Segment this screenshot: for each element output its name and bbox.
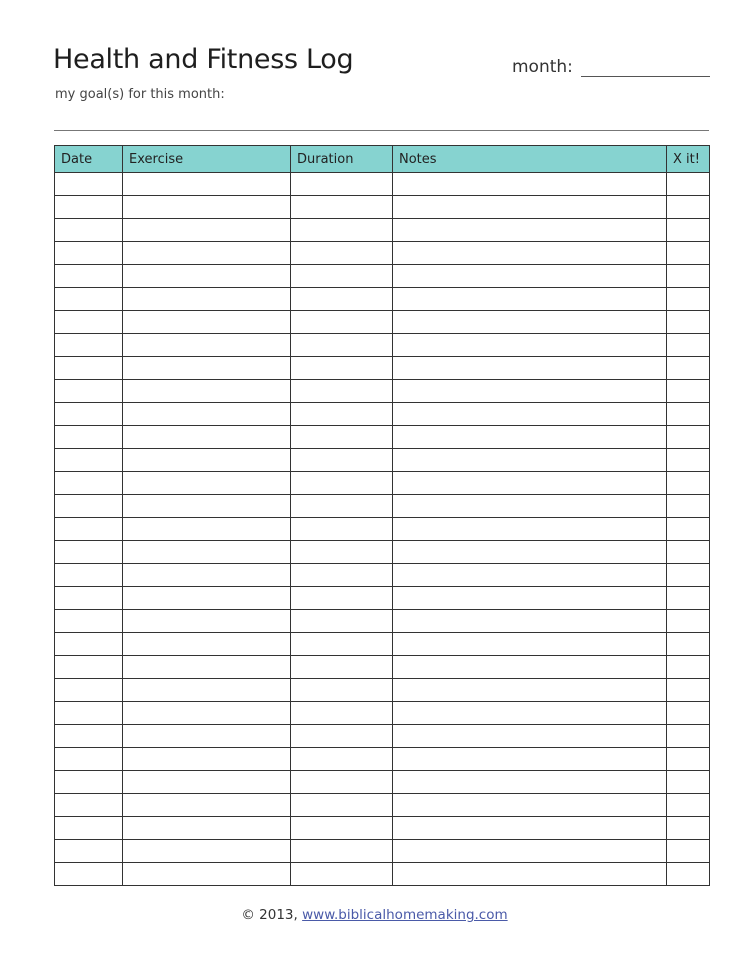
cell-date[interactable] bbox=[55, 679, 123, 702]
table-row bbox=[55, 794, 710, 817]
cell-duration[interactable] bbox=[291, 863, 393, 886]
cell-x-it[interactable] bbox=[667, 380, 710, 403]
cell-x-it[interactable] bbox=[667, 219, 710, 242]
cell-x-it[interactable] bbox=[667, 196, 710, 219]
cell-date[interactable] bbox=[55, 656, 123, 679]
cell-duration[interactable] bbox=[291, 357, 393, 380]
cell-duration[interactable] bbox=[291, 173, 393, 196]
cell-duration[interactable] bbox=[291, 794, 393, 817]
cell-exercise[interactable] bbox=[123, 219, 291, 242]
cell-notes[interactable] bbox=[393, 472, 667, 495]
cell-notes[interactable] bbox=[393, 518, 667, 541]
table-row bbox=[55, 587, 710, 610]
cell-x-it[interactable] bbox=[667, 495, 710, 518]
cell-x-it[interactable] bbox=[667, 541, 710, 564]
cell-exercise[interactable] bbox=[123, 748, 291, 771]
table-row bbox=[55, 380, 710, 403]
cell-date[interactable] bbox=[55, 610, 123, 633]
cell-exercise[interactable] bbox=[123, 656, 291, 679]
cell-exercise[interactable] bbox=[123, 541, 291, 564]
cell-duration[interactable] bbox=[291, 702, 393, 725]
cell-date[interactable] bbox=[55, 472, 123, 495]
table-row bbox=[55, 679, 710, 702]
cell-notes[interactable] bbox=[393, 840, 667, 863]
cell-exercise[interactable] bbox=[123, 311, 291, 334]
cell-exercise[interactable] bbox=[123, 334, 291, 357]
column-header-notes: Notes bbox=[393, 146, 667, 173]
cell-duration[interactable] bbox=[291, 265, 393, 288]
cell-duration[interactable] bbox=[291, 610, 393, 633]
copyright-text: © 2013, bbox=[241, 907, 298, 923]
cell-duration[interactable] bbox=[291, 196, 393, 219]
cell-x-it[interactable] bbox=[667, 403, 710, 426]
cell-date[interactable] bbox=[55, 288, 123, 311]
cell-exercise[interactable] bbox=[123, 633, 291, 656]
cell-x-it[interactable] bbox=[667, 610, 710, 633]
cell-notes[interactable] bbox=[393, 679, 667, 702]
website-link[interactable]: www.biblicalhomemaking.com bbox=[302, 907, 508, 923]
cell-date[interactable] bbox=[55, 449, 123, 472]
table-row bbox=[55, 564, 710, 587]
cell-exercise[interactable] bbox=[123, 564, 291, 587]
column-header-duration: Duration bbox=[291, 146, 393, 173]
cell-exercise[interactable] bbox=[123, 518, 291, 541]
goal-input-line[interactable] bbox=[54, 130, 709, 131]
cell-date[interactable] bbox=[55, 541, 123, 564]
cell-date[interactable] bbox=[55, 380, 123, 403]
cell-date[interactable] bbox=[55, 702, 123, 725]
cell-exercise[interactable] bbox=[123, 794, 291, 817]
cell-x-it[interactable] bbox=[667, 863, 710, 886]
cell-notes[interactable] bbox=[393, 357, 667, 380]
cell-date[interactable] bbox=[55, 564, 123, 587]
cell-notes[interactable] bbox=[393, 426, 667, 449]
month-input-line[interactable] bbox=[581, 60, 710, 77]
cell-date[interactable] bbox=[55, 495, 123, 518]
cell-exercise[interactable] bbox=[123, 357, 291, 380]
table-row bbox=[55, 840, 710, 863]
page-title: Health and Fitness Log bbox=[53, 44, 354, 75]
cell-x-it[interactable] bbox=[667, 564, 710, 587]
cell-notes[interactable] bbox=[393, 541, 667, 564]
table-row bbox=[55, 748, 710, 771]
cell-duration[interactable] bbox=[291, 817, 393, 840]
cell-notes[interactable] bbox=[393, 311, 667, 334]
cell-duration[interactable] bbox=[291, 426, 393, 449]
cell-notes[interactable] bbox=[393, 334, 667, 357]
table-body bbox=[55, 173, 710, 886]
cell-exercise[interactable] bbox=[123, 265, 291, 288]
cell-exercise[interactable] bbox=[123, 817, 291, 840]
cell-date[interactable] bbox=[55, 426, 123, 449]
cell-duration[interactable] bbox=[291, 472, 393, 495]
cell-x-it[interactable] bbox=[667, 725, 710, 748]
cell-notes[interactable] bbox=[393, 794, 667, 817]
cell-exercise[interactable] bbox=[123, 840, 291, 863]
table-row bbox=[55, 403, 710, 426]
cell-x-it[interactable] bbox=[667, 702, 710, 725]
cell-x-it[interactable] bbox=[667, 679, 710, 702]
cell-duration[interactable] bbox=[291, 725, 393, 748]
cell-notes[interactable] bbox=[393, 219, 667, 242]
cell-date[interactable] bbox=[55, 311, 123, 334]
table-row bbox=[55, 265, 710, 288]
cell-x-it[interactable] bbox=[667, 334, 710, 357]
cell-duration[interactable] bbox=[291, 541, 393, 564]
cell-exercise[interactable] bbox=[123, 426, 291, 449]
cell-x-it[interactable] bbox=[667, 633, 710, 656]
cell-notes[interactable] bbox=[393, 748, 667, 771]
column-header-exercise: Exercise bbox=[123, 146, 291, 173]
cell-x-it[interactable] bbox=[667, 173, 710, 196]
cell-duration[interactable] bbox=[291, 518, 393, 541]
cell-x-it[interactable] bbox=[667, 426, 710, 449]
cell-x-it[interactable] bbox=[667, 288, 710, 311]
cell-duration[interactable] bbox=[291, 403, 393, 426]
table-row bbox=[55, 219, 710, 242]
month-label: month: bbox=[512, 57, 573, 77]
cell-duration[interactable] bbox=[291, 219, 393, 242]
cell-exercise[interactable] bbox=[123, 702, 291, 725]
table-row bbox=[55, 863, 710, 886]
cell-x-it[interactable] bbox=[667, 472, 710, 495]
cell-notes[interactable] bbox=[393, 196, 667, 219]
table-row bbox=[55, 196, 710, 219]
cell-duration[interactable] bbox=[291, 656, 393, 679]
footer bbox=[0, 907, 749, 923]
table-row bbox=[55, 334, 710, 357]
cell-duration[interactable] bbox=[291, 242, 393, 265]
goal-label: my goal(s) for this month: bbox=[55, 87, 225, 102]
cell-notes[interactable] bbox=[393, 564, 667, 587]
cell-date[interactable] bbox=[55, 334, 123, 357]
cell-duration[interactable] bbox=[291, 771, 393, 794]
cell-date[interactable] bbox=[55, 587, 123, 610]
cell-x-it[interactable] bbox=[667, 449, 710, 472]
cell-date[interactable] bbox=[55, 794, 123, 817]
cell-exercise[interactable] bbox=[123, 472, 291, 495]
table-row bbox=[55, 426, 710, 449]
cell-notes[interactable] bbox=[393, 403, 667, 426]
cell-notes[interactable] bbox=[393, 288, 667, 311]
cell-duration[interactable] bbox=[291, 311, 393, 334]
table-row bbox=[55, 288, 710, 311]
cell-exercise[interactable] bbox=[123, 610, 291, 633]
cell-duration[interactable] bbox=[291, 840, 393, 863]
cell-exercise[interactable] bbox=[123, 288, 291, 311]
cell-duration[interactable] bbox=[291, 334, 393, 357]
cell-duration[interactable] bbox=[291, 679, 393, 702]
cell-date[interactable] bbox=[55, 173, 123, 196]
cell-notes[interactable] bbox=[393, 863, 667, 886]
cell-date[interactable] bbox=[55, 242, 123, 265]
cell-exercise[interactable] bbox=[123, 449, 291, 472]
table-row bbox=[55, 771, 710, 794]
cell-date[interactable] bbox=[55, 219, 123, 242]
cell-duration[interactable] bbox=[291, 564, 393, 587]
table-row bbox=[55, 357, 710, 380]
cell-exercise[interactable] bbox=[123, 196, 291, 219]
cell-notes[interactable] bbox=[393, 610, 667, 633]
cell-date[interactable] bbox=[55, 725, 123, 748]
table-row bbox=[55, 656, 710, 679]
cell-date[interactable] bbox=[55, 633, 123, 656]
cell-notes[interactable] bbox=[393, 771, 667, 794]
cell-exercise[interactable] bbox=[123, 403, 291, 426]
month-field bbox=[512, 57, 710, 77]
cell-date[interactable] bbox=[55, 817, 123, 840]
cell-date[interactable] bbox=[55, 265, 123, 288]
cell-exercise[interactable] bbox=[123, 242, 291, 265]
cell-date[interactable] bbox=[55, 863, 123, 886]
cell-exercise[interactable] bbox=[123, 725, 291, 748]
cell-x-it[interactable] bbox=[667, 587, 710, 610]
cell-date[interactable] bbox=[55, 518, 123, 541]
table-header-row bbox=[55, 146, 710, 173]
cell-date[interactable] bbox=[55, 771, 123, 794]
table-row bbox=[55, 633, 710, 656]
cell-duration[interactable] bbox=[291, 495, 393, 518]
cell-x-it[interactable] bbox=[667, 748, 710, 771]
cell-date[interactable] bbox=[55, 357, 123, 380]
column-header-date: Date bbox=[55, 146, 123, 173]
table-row bbox=[55, 472, 710, 495]
table-row bbox=[55, 495, 710, 518]
cell-exercise[interactable] bbox=[123, 380, 291, 403]
cell-x-it[interactable] bbox=[667, 817, 710, 840]
cell-notes[interactable] bbox=[393, 495, 667, 518]
table-row bbox=[55, 702, 710, 725]
table-row bbox=[55, 518, 710, 541]
cell-x-it[interactable] bbox=[667, 265, 710, 288]
table-row bbox=[55, 242, 710, 265]
cell-x-it[interactable] bbox=[667, 656, 710, 679]
cell-exercise[interactable] bbox=[123, 679, 291, 702]
cell-duration[interactable] bbox=[291, 633, 393, 656]
cell-x-it[interactable] bbox=[667, 357, 710, 380]
cell-exercise[interactable] bbox=[123, 863, 291, 886]
cell-notes[interactable] bbox=[393, 702, 667, 725]
table-row bbox=[55, 311, 710, 334]
cell-x-it[interactable] bbox=[667, 771, 710, 794]
column-header-x-it: X it! bbox=[667, 146, 710, 173]
cell-notes[interactable] bbox=[393, 242, 667, 265]
cell-duration[interactable] bbox=[291, 288, 393, 311]
cell-exercise[interactable] bbox=[123, 173, 291, 196]
cell-x-it[interactable] bbox=[667, 794, 710, 817]
cell-x-it[interactable] bbox=[667, 518, 710, 541]
cell-x-it[interactable] bbox=[667, 840, 710, 863]
cell-date[interactable] bbox=[55, 196, 123, 219]
cell-x-it[interactable] bbox=[667, 242, 710, 265]
table-row bbox=[55, 725, 710, 748]
cell-notes[interactable] bbox=[393, 817, 667, 840]
cell-notes[interactable] bbox=[393, 633, 667, 656]
cell-duration[interactable] bbox=[291, 449, 393, 472]
table-row bbox=[55, 449, 710, 472]
cell-notes[interactable] bbox=[393, 587, 667, 610]
cell-exercise[interactable] bbox=[123, 587, 291, 610]
cell-notes[interactable] bbox=[393, 725, 667, 748]
fitness-log-table bbox=[54, 145, 710, 886]
cell-duration[interactable] bbox=[291, 380, 393, 403]
cell-notes[interactable] bbox=[393, 265, 667, 288]
table-row bbox=[55, 817, 710, 840]
table-row bbox=[55, 541, 710, 564]
cell-notes[interactable] bbox=[393, 380, 667, 403]
cell-x-it[interactable] bbox=[667, 311, 710, 334]
cell-duration[interactable] bbox=[291, 748, 393, 771]
cell-exercise[interactable] bbox=[123, 771, 291, 794]
table-row bbox=[55, 173, 710, 196]
cell-duration[interactable] bbox=[291, 587, 393, 610]
cell-date[interactable] bbox=[55, 840, 123, 863]
cell-date[interactable] bbox=[55, 748, 123, 771]
cell-exercise[interactable] bbox=[123, 495, 291, 518]
table-row bbox=[55, 610, 710, 633]
cell-notes[interactable] bbox=[393, 173, 667, 196]
cell-notes[interactable] bbox=[393, 449, 667, 472]
cell-date[interactable] bbox=[55, 403, 123, 426]
cell-notes[interactable] bbox=[393, 656, 667, 679]
